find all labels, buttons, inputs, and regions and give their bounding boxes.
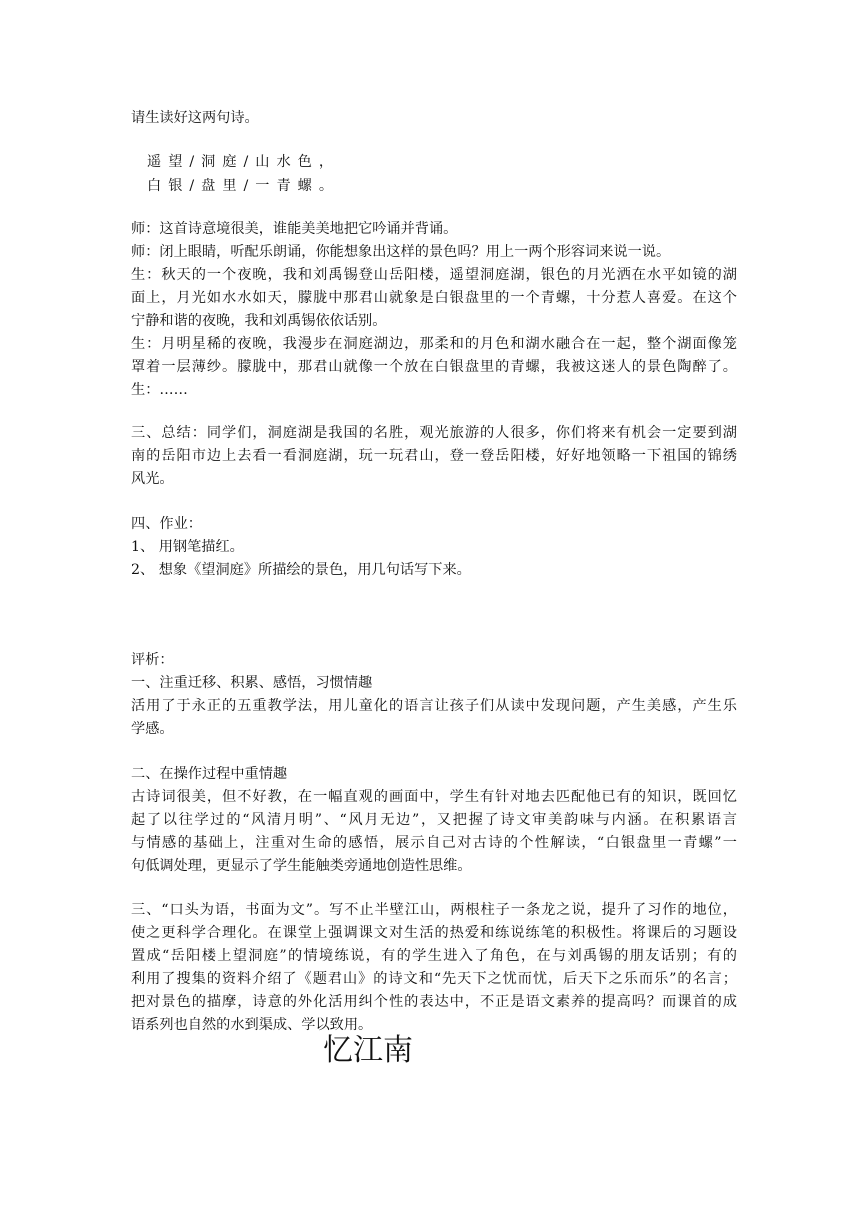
next-lesson-title: 忆江南: [323, 1033, 413, 1068]
homework-item: 2、 想象《望洞庭》所描绘的景色，用几句话写下来。: [131, 562, 471, 578]
summary-line: 南的岳阳市边上去看一看洞庭湖，玩一玩君山，登一登岳阳楼，好好地领略一下祖国的锦绣: [131, 448, 737, 464]
dialogue-line: 生：月明星稀的夜晚，我漫步在洞庭湖边，那柔和的月色和湖水融合在一起，整个湖面像笼: [131, 336, 737, 352]
review-line: 语系列也自然的水到渠成、学以致用。: [131, 1017, 373, 1033]
homework-heading: 四、作业：: [131, 516, 202, 532]
poem-line-1: 遥望/洞庭/山水色，: [147, 154, 341, 170]
review-section-3-heading: 三、“口头为语，书面为文”。写不止半壁江山，两根柱子一条龙之说，提升了习作的地位，: [131, 902, 737, 918]
dialogue-line: 生：……: [131, 382, 188, 398]
homework-item: 1、 用钢笔描红。: [131, 539, 244, 555]
summary-line: 三、总结：同学们，洞庭湖是我国的名胜，观光旅游的人很多，你们将来有机会一定要到湖: [131, 425, 737, 441]
review-line: 句低调处理，更显示了学生能触类旁通地创造性思维。: [131, 858, 472, 874]
summary-line: 风光。: [131, 471, 174, 487]
review-line: 学感。: [131, 721, 174, 737]
review-line: 活用了于永正的五重教学法，用儿童化的语言让孩子们从读中发现问题，产生美感，产生乐: [131, 698, 737, 714]
review-line: 起了以往学过的“风清月明”、“风月无边”，又把握了诗文审美韵味与内涵。在积累语言: [131, 812, 737, 828]
poem-line-2: 白银/盘里/一青螺。: [147, 178, 341, 194]
review-section-1-heading: 一、注重迁移、积累、感悟，习惯情趣: [131, 675, 373, 691]
dialogue-line: 生：秋天的一个夜晚，我和刘禹锡登山岳阳楼，遥望洞庭湖，银色的月光洒在水平如镜的湖: [131, 267, 737, 283]
review-heading: 评析：: [131, 652, 174, 668]
review-line: 把对景色的描摩，诗意的外化活用纠个性的表达中，不正是语文素养的提高吗？而课首的成: [131, 994, 737, 1010]
dialogue-line: 罩着一层薄纱。朦胧中，那君山就像一个放在白银盘里的青螺，我被这迷人的景色陶醉了。: [131, 359, 737, 375]
review-line: 古诗词很美，但不好教，在一幅直观的画面中，学生有针对地去匹配他已有的知识，既回忆: [131, 789, 737, 805]
review-line: 置成“岳阳楼上望洞庭”的情境练说，有的学生进入了角色，在与刘禹锡的朋友话别；有的: [131, 948, 737, 964]
review-line: 使之更科学合理化。在课堂上强调课文对生活的热爱和练说练笔的积极性。将课后的习题设: [131, 925, 737, 941]
dialogue-line: 面上，月光如水水如天，朦胧中那君山就象是白银盘里的一个青螺，十分惹人喜爱。在这个: [131, 290, 737, 306]
dialogue-line: 师：闭上眼睛，听配乐朗诵，你能想象出这样的景色吗？用上一两个形容词来说一说。: [131, 244, 671, 260]
review-line: 利用了搜集的资料介绍了《题君山》的诗文和“先天下之忧而忧，后天下之乐而乐”的名言；: [131, 971, 737, 987]
review-section-2-heading: 二、在操作过程中重情趣: [131, 766, 288, 782]
dialogue-line: 师：这首诗意境很美，谁能美美地把它吟诵并背诵。: [131, 221, 458, 237]
intro-line: 请生读好这两句诗。: [131, 110, 259, 126]
dialogue-line: 宁静和谐的夜晚，我和刘禹锡依依话别。: [131, 313, 387, 329]
review-line: 与情感的基础上，注重对生命的感悟，展示自己对古诗的个性解读，“白银盘里一青螺”一: [131, 835, 737, 851]
